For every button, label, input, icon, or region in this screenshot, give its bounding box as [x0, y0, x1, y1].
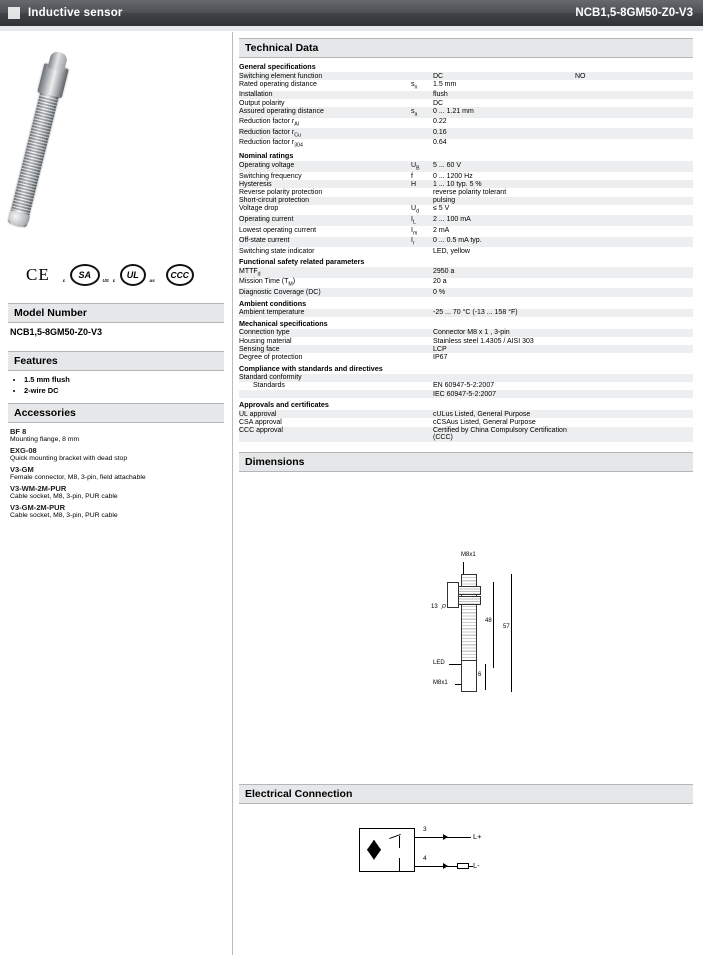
- dim-bottom-thread-label: M8x1: [433, 679, 448, 686]
- tech-param-label: Sensing face: [239, 345, 280, 353]
- tech-param-symbol: [411, 139, 433, 150]
- tech-param-extra: [575, 188, 693, 196]
- tech-param-label: Output polarity: [239, 99, 285, 107]
- table-row: [239, 288, 693, 296]
- tech-param-value: 1.5 mm: [433, 80, 457, 88]
- tech-param-value: DC: [433, 72, 444, 80]
- ul-mark-sub-right: us: [149, 278, 155, 283]
- tech-param-label: Installation: [239, 91, 273, 99]
- table-row: [239, 80, 693, 91]
- accessories-list: [8, 423, 224, 519]
- tech-param-label: UL approval: [239, 410, 277, 418]
- accessory-name: EXG-08: [10, 446, 37, 455]
- table-row: [239, 161, 693, 172]
- tech-param-symbol: [411, 374, 433, 382]
- page-content: [0, 32, 703, 955]
- dim-body-plain: [461, 660, 477, 692]
- dim-width-across-flats-label: 13: [431, 603, 438, 610]
- tech-param-value: Connector M8 x 1 , 3-pin: [433, 329, 510, 337]
- tech-param-value: cULus Listed, General Purpose: [433, 410, 531, 418]
- table-row: [239, 197, 693, 205]
- table-row: [239, 309, 693, 317]
- tech-param-extra: [575, 382, 693, 390]
- dim-6-label: 6: [478, 671, 482, 678]
- tech-group-label: Functional safety related parameters: [239, 257, 365, 267]
- table-row: [239, 172, 693, 180]
- tech-param-value: LCP: [433, 345, 447, 353]
- table-row: [239, 237, 693, 248]
- table-row: [239, 139, 693, 150]
- tech-group-row: [239, 60, 693, 72]
- tech-param-extra: [575, 345, 693, 353]
- tech-param-value: Stainless steel 1.4305 / AISI 303: [433, 337, 534, 345]
- list-item: [10, 484, 222, 500]
- accessory-description: Cable socket, M8, 3-pin, PUR cable: [10, 493, 118, 500]
- tech-group-label: Mechanical specifications: [239, 318, 328, 328]
- model-number-section-title: Model Number: [8, 303, 224, 323]
- tech-param-label: Voltage drop: [239, 205, 279, 213]
- dim-connector-block: [447, 582, 459, 608]
- table-row: [239, 188, 693, 196]
- tech-param-extra: [575, 353, 693, 361]
- switch-contact-lower: [399, 858, 400, 872]
- tech-param-value: DC: [433, 99, 444, 107]
- tech-group-label: Compliance with standards and directives: [239, 363, 383, 373]
- sensor-threads: [11, 95, 58, 214]
- product-photo: [8, 38, 224, 253]
- tech-param-extra: [575, 118, 693, 129]
- table-row: [239, 91, 693, 99]
- tech-param-label: Standard conformity: [239, 374, 302, 382]
- tech-param-label: Reduction factor $r_{304}$: [239, 139, 303, 149]
- tech-param-value: 0.22: [433, 118, 447, 126]
- tech-param-extra: [575, 161, 693, 172]
- tech-group-row: [239, 317, 693, 329]
- list-item: [10, 465, 222, 481]
- tech-param-value: Certified by China Compulsory Certification (CCC): [433, 427, 567, 442]
- tech-param-symbol: [411, 278, 433, 289]
- tech-param-extra: [575, 215, 693, 226]
- tech-param-value: LED, yellow: [433, 247, 470, 255]
- tech-param-extra: [575, 329, 693, 337]
- tech-param-symbol: [411, 390, 433, 398]
- accessory-description: Quick mounting bracket with dead stop: [10, 455, 128, 462]
- tech-param-value: 0.64: [433, 139, 447, 147]
- list-item: [10, 427, 222, 443]
- tech-param-value: -25 ... 70 °C (-13 ... 158 °F): [433, 309, 518, 317]
- tech-param-symbol: $s_n$: [411, 80, 418, 91]
- tech-param-extra: [575, 139, 693, 150]
- tech-param-value: [433, 374, 575, 382]
- tech-param-label: Reduction factor $r_{Cu}$: [239, 128, 301, 139]
- table-row: [239, 118, 693, 129]
- tech-param-label: Switching state indicator: [239, 247, 315, 255]
- table-row: [239, 247, 693, 255]
- accessory-description: Female connector, M8, 3-pin, field attachable: [10, 474, 146, 481]
- table-row: [239, 427, 693, 442]
- tech-param-label: Reverse polarity protection: [239, 189, 323, 196]
- page-title: Inductive sensor: [28, 7, 123, 19]
- tech-param-value: 0 ... 0.5 mA typ.: [433, 237, 482, 245]
- tech-param-symbol: [411, 91, 433, 99]
- table-row: [239, 382, 693, 390]
- pin-3-label: 3: [423, 825, 427, 833]
- electrical-connection-section-title: Electrical Connection: [239, 784, 693, 804]
- tech-param-label: Degree of protection: [239, 353, 303, 361]
- tech-param-value: cCSAus Listed, General Purpose: [433, 418, 536, 426]
- ul-mark-label: UL: [126, 270, 139, 280]
- tech-param-value: ≤ 5 V: [433, 205, 450, 213]
- csa-mark-icon: [62, 264, 109, 286]
- tech-param-symbol: f: [411, 172, 413, 180]
- dim-48-label: 48: [485, 617, 492, 624]
- tech-param-symbol: $U_d$: [411, 205, 419, 215]
- tech-group-row: [239, 398, 693, 410]
- table-row: [239, 215, 693, 226]
- tech-param-extra: [575, 180, 693, 188]
- tech-param-symbol: [411, 337, 433, 345]
- tech-param-label: [239, 390, 411, 398]
- tech-param-label: Switching frequency: [239, 172, 302, 180]
- table-row: [239, 226, 693, 237]
- tech-param-symbol: $I_r$: [411, 237, 415, 247]
- model-number-value: NCB1,5-8GM50-Z0-V3: [10, 327, 103, 337]
- ul-mark-icon: [112, 264, 155, 286]
- table-row: [239, 353, 693, 361]
- tech-param-symbol: [411, 418, 433, 426]
- tech-param-label: CSA approval: [239, 418, 282, 426]
- tech-group-row: [239, 362, 693, 374]
- sensor-image: [5, 49, 73, 228]
- tech-param-value: pulsing: [433, 197, 456, 205]
- table-row: [239, 99, 693, 107]
- list-item: [10, 446, 222, 462]
- tech-group-row: [239, 255, 693, 267]
- tech-param-label: Ambient temperature: [239, 309, 305, 317]
- tech-param-extra: NO: [575, 72, 586, 80]
- tech-param-extra: [575, 410, 693, 418]
- tech-param-label: Standards: [253, 382, 285, 390]
- features-section-title: Features: [8, 351, 224, 371]
- list-item: • 2-wire DC: [24, 386, 224, 395]
- table-row: [239, 374, 693, 382]
- tech-param-value: 0 ... 1.21 mm: [433, 107, 474, 115]
- tech-param-value: EN 60947-5-2:2007: [433, 382, 495, 390]
- tech-param-extra: [575, 337, 693, 345]
- tech-param-label: Hysteresis: [239, 180, 272, 188]
- list-item: • 1.5 mm flush: [24, 375, 224, 384]
- tech-param-extra: [575, 237, 693, 248]
- dim-led-label: LED: [433, 659, 445, 666]
- tech-param-label: Connection type: [239, 329, 290, 337]
- dim-57-label: 57: [503, 623, 510, 630]
- table-row: [239, 345, 693, 353]
- electrical-connection-drawing: [239, 806, 693, 916]
- tech-param-extra: [575, 418, 693, 426]
- dim-line-57: [511, 574, 512, 692]
- table-row: [239, 278, 693, 289]
- dimensions-section-title: Dimensions: [239, 452, 693, 472]
- dim-line-6: [485, 664, 486, 690]
- tech-param-label: Lowest operating current: [239, 226, 317, 234]
- list-item: [10, 503, 222, 519]
- accessory-name: V3-GM: [10, 465, 34, 474]
- tech-param-symbol: [411, 72, 433, 80]
- csa-mark-label: SA: [78, 270, 91, 280]
- table-row: [239, 72, 693, 80]
- table-row: [239, 267, 693, 278]
- dim-hex-nut-1: [457, 586, 481, 595]
- tech-param-symbol: [411, 345, 433, 353]
- table-row: [239, 205, 693, 216]
- tech-param-value: 0 ... 1200 Hz: [433, 172, 473, 180]
- tech-param-label: Operating voltage: [239, 162, 295, 170]
- tech-param-value: 2950 a: [433, 267, 455, 275]
- table-row: [239, 410, 693, 418]
- table-row: [239, 390, 693, 398]
- tech-param-extra: [575, 309, 693, 317]
- tech-param-value: 20 a: [433, 278, 447, 286]
- table-row: [239, 329, 693, 337]
- tech-param-extra: [575, 278, 693, 289]
- tech-param-value: flush: [433, 91, 448, 99]
- dim-hex-nut-2: [457, 596, 481, 605]
- dimensions-figure: [419, 552, 579, 727]
- tech-param-symbol: [411, 353, 433, 361]
- tech-param-label: Reduction factor $r_{Al}$: [239, 118, 299, 128]
- tech-param-extra: [575, 99, 693, 107]
- tech-param-extra: [575, 128, 693, 139]
- tech-param-label: Rated operating distance: [239, 80, 317, 88]
- tech-param-label: Diagnostic Coverage (DC): [239, 289, 321, 297]
- switch-contact-upper: [399, 836, 400, 848]
- accessory-description: Mounting flange, 8 mm: [10, 436, 80, 443]
- tech-param-symbol: [411, 118, 433, 129]
- tech-group-label: General specifications: [239, 62, 316, 71]
- tech-group-label: Ambient conditions: [239, 298, 307, 308]
- tech-param-extra: [575, 288, 693, 296]
- ccc-mark-icon: CCC: [166, 264, 194, 286]
- dim-leader-led: [449, 664, 461, 665]
- table-row: [239, 128, 693, 139]
- approval-marks: [8, 253, 224, 295]
- dim-leader-bottom: [455, 684, 461, 685]
- table-row: [239, 418, 693, 426]
- left-column: [0, 32, 232, 955]
- dim-top-thread-label: M8x1: [461, 551, 476, 558]
- brand-mark-icon: [8, 7, 20, 19]
- accessory-description: Cable socket, M8, 3-pin, PUR cable: [10, 512, 118, 519]
- tech-param-label: CCC approval: [239, 427, 283, 435]
- tech-param-label: Off-state current: [239, 237, 290, 245]
- tech-param-symbol: [411, 247, 433, 255]
- wire-to-load: [449, 866, 457, 867]
- accessories-section-title: Accessories: [8, 403, 224, 423]
- header-model-number: NCB1,5-8GM50-Z0-V3: [575, 7, 693, 19]
- tech-param-symbol: [411, 427, 433, 442]
- accessory-name: V3-GM-2M-PUR: [10, 503, 66, 512]
- tech-param-label: Assured operating distance: [239, 107, 324, 115]
- ul-mark-sub-left: c: [112, 278, 116, 283]
- tech-param-value: 0.16: [433, 128, 447, 136]
- tech-param-value: 1 ... 10 typ. 5 %: [433, 180, 482, 188]
- tech-param-value: 2 ... 100 mA: [433, 215, 471, 223]
- dim-leader-top: [463, 562, 464, 574]
- tech-param-extra: [575, 267, 693, 278]
- tech-param-symbol: [411, 329, 433, 337]
- tech-param-extra: [575, 80, 693, 91]
- tech-param-value: 2 mA: [433, 226, 450, 234]
- tech-param-symbol: $I_m$: [411, 226, 418, 236]
- tech-param-extra: [575, 247, 693, 255]
- tech-param-extra: [575, 226, 693, 237]
- tech-param-symbol: [411, 382, 433, 390]
- tech-param-symbol: [411, 99, 433, 107]
- tech-param-extra: [575, 427, 693, 442]
- tech-param-value: 5 ... 60 V: [433, 162, 462, 170]
- technical-data-table: [239, 60, 693, 442]
- tech-param-symbol: [411, 410, 433, 418]
- ce-mark-icon: CE: [26, 265, 50, 284]
- arrow-pin4-icon: [443, 863, 448, 869]
- tech-group-row: [239, 297, 693, 309]
- tech-param-label: Short-circuit protection: [239, 197, 310, 205]
- accessory-name: V3-WM-2M-PUR: [10, 484, 67, 493]
- table-row: [239, 180, 693, 188]
- tech-param-extra: [575, 374, 693, 382]
- tech-param-value: IEC 60947-5-2:2007: [433, 390, 497, 398]
- terminal-lplus-label: L+: [473, 831, 482, 841]
- tech-param-label: Housing material: [239, 337, 292, 345]
- tech-param-value: reverse polarity tolerant: [433, 189, 507, 196]
- tech-param-symbol: $U_B$: [411, 162, 420, 172]
- tech-param-label: Mission Time $(T_M)$: [239, 278, 296, 288]
- dimensions-drawing: [239, 474, 693, 774]
- tech-param-symbol: [411, 267, 433, 278]
- tech-param-extra: [575, 390, 693, 398]
- table-row: [239, 337, 693, 345]
- dim-wrench-icon: ⌕: [441, 599, 448, 612]
- tech-param-label: $MTTF_d$: [239, 267, 261, 278]
- tech-param-label: Operating current: [239, 215, 294, 223]
- right-column: [232, 32, 703, 955]
- tech-param-symbol: [411, 197, 433, 205]
- tech-param-symbol: H: [411, 180, 417, 188]
- accessory-name: BF 8: [10, 427, 27, 436]
- page-header: [0, 0, 703, 26]
- tech-param-extra: [575, 91, 693, 99]
- tech-param-symbol: [411, 128, 433, 139]
- dim-line-48: [493, 582, 494, 668]
- wire-lplus: [449, 837, 471, 838]
- tech-param-value: IP67: [433, 353, 448, 361]
- csa-mark-sub-right: US: [102, 278, 109, 283]
- tech-param-symbol: [411, 188, 433, 196]
- tech-param-label: Switching element function: [239, 72, 323, 80]
- terminal-lminus-label: L-: [473, 860, 480, 870]
- features-list: [8, 375, 224, 395]
- tech-param-extra: [575, 107, 693, 118]
- tech-param-extra: [575, 197, 693, 205]
- arrow-pin3-icon: [443, 834, 448, 840]
- tech-param-symbol: $I_L$: [411, 215, 416, 226]
- tech-param-symbol: [411, 288, 433, 296]
- csa-mark-sub-left: c: [62, 278, 66, 283]
- pin-4-label: 4: [423, 854, 427, 862]
- load-resistor-symbol: [457, 863, 469, 869]
- tech-param-value: 0 %: [433, 289, 446, 297]
- tech-param-extra: [575, 205, 693, 216]
- tech-param-symbol: [411, 309, 433, 317]
- tech-group-label: Approvals and certificates: [239, 400, 329, 410]
- technical-data-section-title: Technical Data: [239, 38, 693, 58]
- table-row: [239, 107, 693, 118]
- tech-param-symbol: $s_a$: [411, 107, 418, 118]
- tech-group-row: [239, 149, 693, 161]
- tech-param-extra: [575, 172, 693, 180]
- tech-group-label: Nominal ratings: [239, 151, 294, 161]
